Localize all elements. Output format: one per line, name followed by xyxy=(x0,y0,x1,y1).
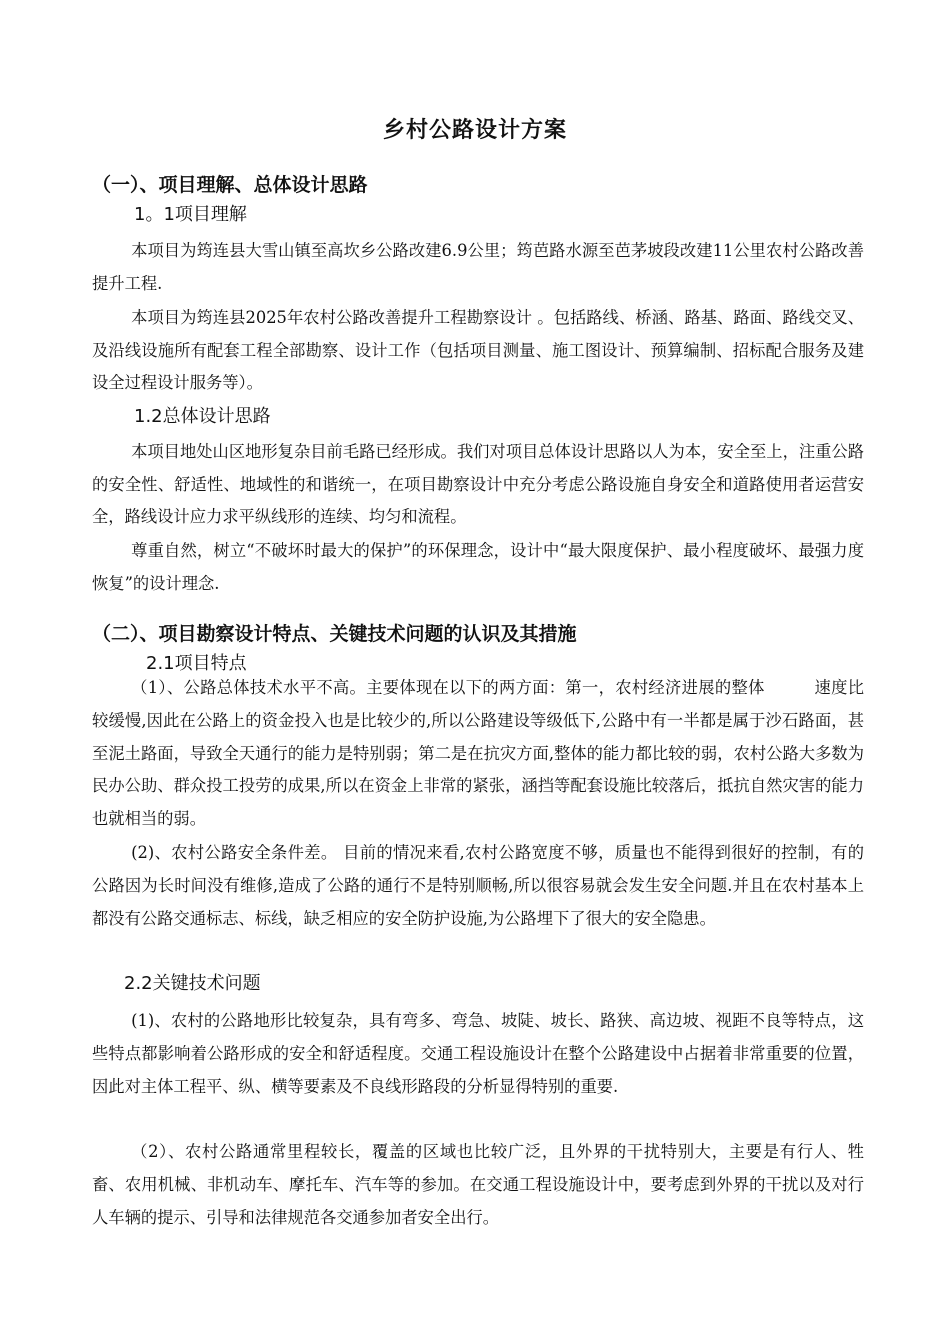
section-2-1-heading: 2.1项目特点 xyxy=(146,653,247,674)
section-2-2-paragraph-2: （2）、农村公路通常里程较长，覆盖的区域也比较广泛，且外界的干扰特别大，主要是有行人、牲畜、农用机械、非机动车、摩托车、汽车等的参加。在交通工程设施设计中，要考虑到外界的干扰以及对行人车辆的提示、引导和法律规范各交通参加者安全出行。 xyxy=(92,1142,864,1227)
section-1-2-paragraph-2: 尊重自然，树立“不破坏时最大的保护”的环保理念，设计中“最大限度保护、最小程度破坏、最强力度恢复”的设计理念. xyxy=(92,541,864,593)
section-1-2-heading: 1.2总体设计思路 xyxy=(134,406,271,427)
section-2-1-paragraph-1: （1）、公路总体技术水平不高。主要体现在以下的两方面：第一，农村经济进展的整体 速度比较缓慢,因此在公路上的资金投入也是比较少的,所以公路建设等级低下,公路中有一半都是属于沙石路面，甚至泥土路面，导致全天通行的能力是特别弱；第二是在抗灾方面,整体的能力都比较的弱，农村公路大多数为民办公助、群众投工投劳的成果,所以在资金上非常的紧张，涵挡等配套设施比较落后，抵抗自然灾害的能力也就相当的弱。 xyxy=(92,678,864,829)
section-1-2-paragraph-1: 本项目地处山区地形复杂目前毛路已经形成。我们对项目总体设计思路以人为本，安全至上，注重公路的安全性、舒适性、地域性的和谐统一，在项目勘察设计中充分考虑公路设施自身安全和道路使用者运营安全，路线设计应力求平纵线形的连续、均匀和流程。 xyxy=(92,442,864,526)
section-2-heading: （二）、项目勘察设计特点、关键技术问题的认识及其措施 xyxy=(92,623,577,645)
section-1-1-paragraph-1: 本项目为筠连县大雪山镇至高坎乡公路改建6.9公里；筠芭路水源至芭茅坡段改建11公里农村公路改善提升工程. xyxy=(92,241,864,293)
section-2-1-paragraph-2: (2)、农村公路安全条件差。 目前的情况来看,农村公路宽度不够，质量也不能得到很好的控制，有的公路因为长时间没有维修,造成了公路的通行不是特别顺畅,所以很容易就会发生安全问题.并且在农村基本上都没有公路交通标志、标线，缺乏相应的安全防护设施,为公路埋下了很大的安全隐患。 xyxy=(92,843,864,928)
section-1-heading: （一）、项目理解、总体设计思路 xyxy=(92,174,368,196)
section-1-1-heading: 1。1项目理解 xyxy=(134,204,247,225)
document-title: 乡村公路设计方案 xyxy=(382,118,567,143)
section-2-2-heading: 2.2关键技术问题 xyxy=(124,973,261,994)
section-2-2-paragraph-1: (1)、农村的公路地形比较复杂，具有弯多、弯急、坡陡、坡长、路狭、高边坡、视距不良等特点，这些特点都影响着公路形成的安全和舒适程度。交通工程设施设计在整个公路建设中占据着非常重要的位置，因此对主体工程平、纵、横等要素及不良线形路段的分析显得特别的重要. xyxy=(92,1011,864,1096)
section-1-1-paragraph-2: 本项目为筠连县2025年农村公路改善提升工程勘察设计 。包括路线、桥涵、路基、路面、路线交叉、及沿线设施所有配套工程全部勘察、设计工作（包括项目测量、施工图设计、预算编制、招标配合服务及建设全过程设计服务等）。 xyxy=(92,308,864,392)
